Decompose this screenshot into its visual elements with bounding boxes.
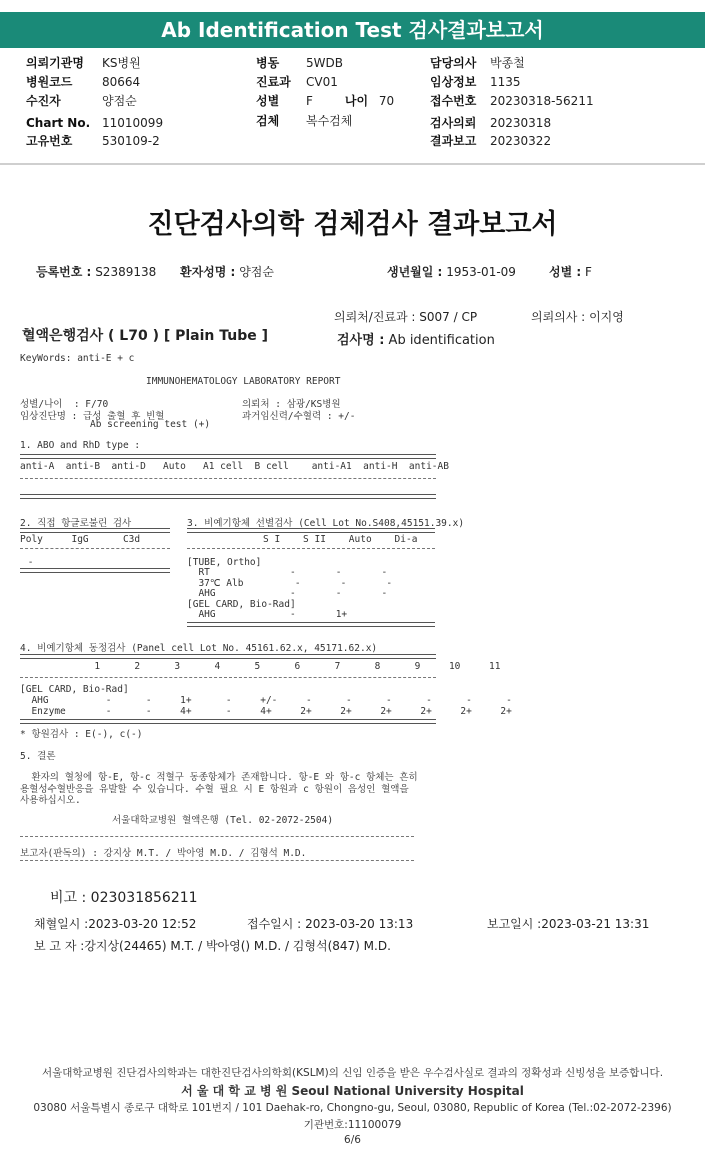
double-rule <box>187 528 435 533</box>
meta-value: 70 <box>378 94 395 108</box>
conclusion-title: 5. 결론 <box>20 751 56 762</box>
screening: Ab screening test (+) <box>90 419 211 430</box>
field-label: 채혈일시 : <box>34 917 89 931</box>
section-title: 혈액은행검사 ( L70 ) [ Plain Tube ] <box>22 328 269 344</box>
field-label: 비고 : <box>50 890 87 906</box>
meta-row <box>256 73 338 91</box>
abo-rhd-header: anti-A anti-B anti-D Auto A1 cell B cell anti-A1 anti-H anti-AB <box>20 461 449 472</box>
panel-row: [GEL CARD, Bio-Rad] <box>20 684 129 695</box>
blood-bank-contact: 서울대학교병원 혈액은행 (Tel. 02-2072-2504) <box>112 815 334 826</box>
meta-value: 530109-2 <box>102 134 160 148</box>
meta-row <box>430 92 594 110</box>
field-label: 접수일시 : <box>247 917 302 931</box>
double-rule <box>20 654 436 659</box>
meta-value: 20230318-56211 <box>490 94 594 108</box>
meta-value: 양점순 <box>102 94 137 108</box>
meta-row <box>430 132 551 150</box>
reporting-pathologists: 보고자(판독의) : 강지상 M.T. / 박아영 M.D. / 김형석 M.D. <box>20 848 307 859</box>
dat-title: 2. 직접 항글로불린 검사 <box>20 518 132 529</box>
field-value: 이지영 <box>589 310 624 324</box>
meta-label: 나이 <box>344 94 369 108</box>
field-label: 검사명 : <box>337 333 385 348</box>
referrer: 의뢰처 : 삼광/KS병원 <box>242 399 341 410</box>
field-label: 생년월일 : <box>387 265 443 279</box>
organization-number: 기관번호:11100079 <box>303 1119 402 1131</box>
meta-label: 진료과 <box>256 75 291 89</box>
meta-label: 결과보고 <box>430 134 477 148</box>
meta-value: 박종철 <box>490 56 525 70</box>
field-value: 양점순 <box>239 265 274 279</box>
panel-header: 1 2 3 4 5 6 7 8 9 10 11 <box>20 661 501 672</box>
field-value: 023031856211 <box>90 890 198 906</box>
field-value: 2023-03-20 12:52 <box>88 917 197 931</box>
meta-label: 담당의사 <box>430 56 477 70</box>
meta-row <box>26 114 163 132</box>
double-rule <box>20 719 436 724</box>
keywords: KeyWords: anti-E + c <box>20 353 135 364</box>
history: 과거임신력/수혈력 : +/- <box>242 411 356 422</box>
meta-value: 11010099 <box>102 116 164 130</box>
patient-name <box>180 263 274 280</box>
screening-row: [TUBE, Ortho] <box>187 557 262 568</box>
meta-row <box>256 54 343 72</box>
meta-label: 병동 <box>256 56 280 70</box>
sex-age: 성별/나이 : F/70 <box>20 399 109 410</box>
dash-rule <box>20 677 436 678</box>
meta-value: 복수검체 <box>306 114 353 128</box>
panel-title: 4. 비예기항체 동정검사 (Panel cell Lot No. 45161.62.x, 45171.62.x) <box>20 643 378 654</box>
meta-row <box>256 112 352 130</box>
double-rule <box>20 454 436 459</box>
reporter <box>34 937 391 954</box>
dash-rule <box>20 860 414 861</box>
meta-label: 접수번호 <box>430 94 477 108</box>
meta-divider <box>0 163 705 165</box>
collection-time <box>34 915 196 932</box>
meta-label: 고유번호 <box>26 134 73 148</box>
remark <box>50 887 198 907</box>
conclusion-line: 환자의 혈청에 항-E, 항-c 적혈구 동종항체가 존재합니다. 항-E 와 항-c 항체는 흔히 <box>20 772 418 783</box>
screening-row: [GEL CARD, Bio-Rad] <box>187 599 296 610</box>
lab-report-title: IMMUNOHEMATOLOGY LABORATORY REPORT <box>146 376 341 387</box>
dash-rule <box>187 548 435 549</box>
dash-rule <box>20 478 436 479</box>
meta-label: 수진자 <box>26 94 61 108</box>
meta-value: KS병원 <box>102 56 141 70</box>
dat-header: Poly IgG C3d <box>20 534 141 545</box>
meta-row <box>26 132 160 150</box>
dat-values: - <box>22 557 34 568</box>
conclusion-line: 사용하십시오. <box>20 795 81 806</box>
field-value: S007 / CP <box>419 310 478 324</box>
field-value: 1953-01-09 <box>446 265 516 279</box>
field-label: 보고일시 : <box>487 917 542 931</box>
meta-label: 의뢰기관명 <box>26 56 84 70</box>
field-label: 환자성명 : <box>180 265 236 279</box>
field-label: 성별 : <box>549 265 582 279</box>
meta-row <box>256 92 394 110</box>
report-header-bar <box>0 12 705 48</box>
meta-value: 80664 <box>102 75 141 89</box>
report-header-title: Ab Identification Test 검사결과보고서 <box>161 18 544 42</box>
screening-row: RT - - - <box>187 567 388 578</box>
meta-row <box>430 73 521 91</box>
meta-label: 임상정보 <box>430 75 477 89</box>
report-title: 진단검사의학 검체검사 결과보고서 <box>147 209 558 240</box>
referring-doctor <box>531 308 624 325</box>
receipt-time <box>247 915 413 932</box>
meta-value: 1135 <box>490 75 521 89</box>
meta-label: 병원코드 <box>26 75 73 89</box>
screening-row: AHG - - - <box>187 588 388 599</box>
field-value: 2023-03-20 13:13 <box>305 917 414 931</box>
registration-number <box>36 263 156 280</box>
conclusion-line: 용혈성수혈반응을 유발할 수 있습니다. 수혈 필요 시 E 항원과 c 항원이 음성인 혈액을 <box>20 784 409 795</box>
double-rule <box>20 494 436 499</box>
double-rule <box>20 568 170 573</box>
field-label: 의뢰처/진료과 : <box>334 310 416 324</box>
abo-rhd-title: 1. ABO and RhD type : <box>20 440 141 451</box>
meta-value: F <box>306 94 313 108</box>
meta-row <box>26 92 137 110</box>
panel-row: Enzyme - - 4+ - 4+ 2+ 2+ 2+ 2+ 2+ 2+ <box>20 706 512 717</box>
report-time <box>487 915 649 932</box>
meta-row <box>430 54 525 72</box>
dash-rule <box>20 836 414 837</box>
screening-row: 37℃ Alb - - - <box>187 578 393 589</box>
field-label: 의뢰의사 : <box>531 310 586 324</box>
test-name <box>337 329 495 348</box>
field-value: Ab identification <box>388 333 495 348</box>
meta-value: 20230322 <box>490 134 552 148</box>
result-report <box>0 168 705 1171</box>
field-value: 강지상(24465) M.T. / 박아영() M.D. / 김형석(847) M.D. <box>84 939 391 953</box>
meta-value: CV01 <box>306 75 338 89</box>
meta-row <box>26 73 140 91</box>
screening-row: AHG - 1+ <box>187 609 348 620</box>
referral-dept <box>334 308 477 325</box>
field-value: 2023-03-21 13:31 <box>541 917 650 931</box>
meta-label: 검체 <box>256 114 280 128</box>
meta-label: Chart No. <box>26 116 91 130</box>
antigen-test: * 항원검사 : E(-), c(-) <box>20 729 143 740</box>
patient-meta-panel <box>0 54 705 154</box>
date-of-birth <box>387 263 516 280</box>
diagnosis: 임상진단명 : 급성 출혈 후 빈혈 <box>20 411 165 422</box>
field-label: 보 고 자 : <box>34 939 85 953</box>
hospital-name: 서 울 대 학 교 병 원 Seoul National University Hospital <box>181 1084 524 1098</box>
page-number: 6/6 <box>344 1134 361 1146</box>
meta-row <box>430 114 551 132</box>
meta-label: 검사의뢰 <box>430 116 477 130</box>
screening-title: 3. 비예기항체 선별검사 (Cell Lot No.S408,45151.39.x) <box>187 518 465 529</box>
double-rule <box>187 622 435 627</box>
panel-row: AHG - - 1+ - +/- - - - - - - <box>20 695 512 706</box>
dash-rule <box>20 548 170 549</box>
field-value: S2389138 <box>95 265 157 279</box>
patient-sex <box>549 263 592 280</box>
meta-value: 20230318 <box>490 116 552 130</box>
double-rule <box>20 528 170 533</box>
meta-row <box>26 54 141 72</box>
meta-value: 5WDB <box>306 56 343 70</box>
hospital-address: 03080 서울특별시 종로구 대학로 101번지 / 101 Daehak-ro, Chongno-gu, Seoul, 03080, Republic of Korea (Tel.:02-2072-2396) <box>33 1102 672 1114</box>
field-label: 등록번호 : <box>36 265 92 279</box>
certification-note: 서울대학교병원 진단검사의학과는 대한진단검사의학회(KSLM)의 신임 인증을 받은 우수검사실로 결과의 정확성과 신빙성을 보증합니다. <box>41 1067 664 1079</box>
field-value: F <box>585 265 592 279</box>
meta-label: 성별 <box>256 94 280 108</box>
screening-header: S I S II Auto Di-a <box>263 534 418 545</box>
